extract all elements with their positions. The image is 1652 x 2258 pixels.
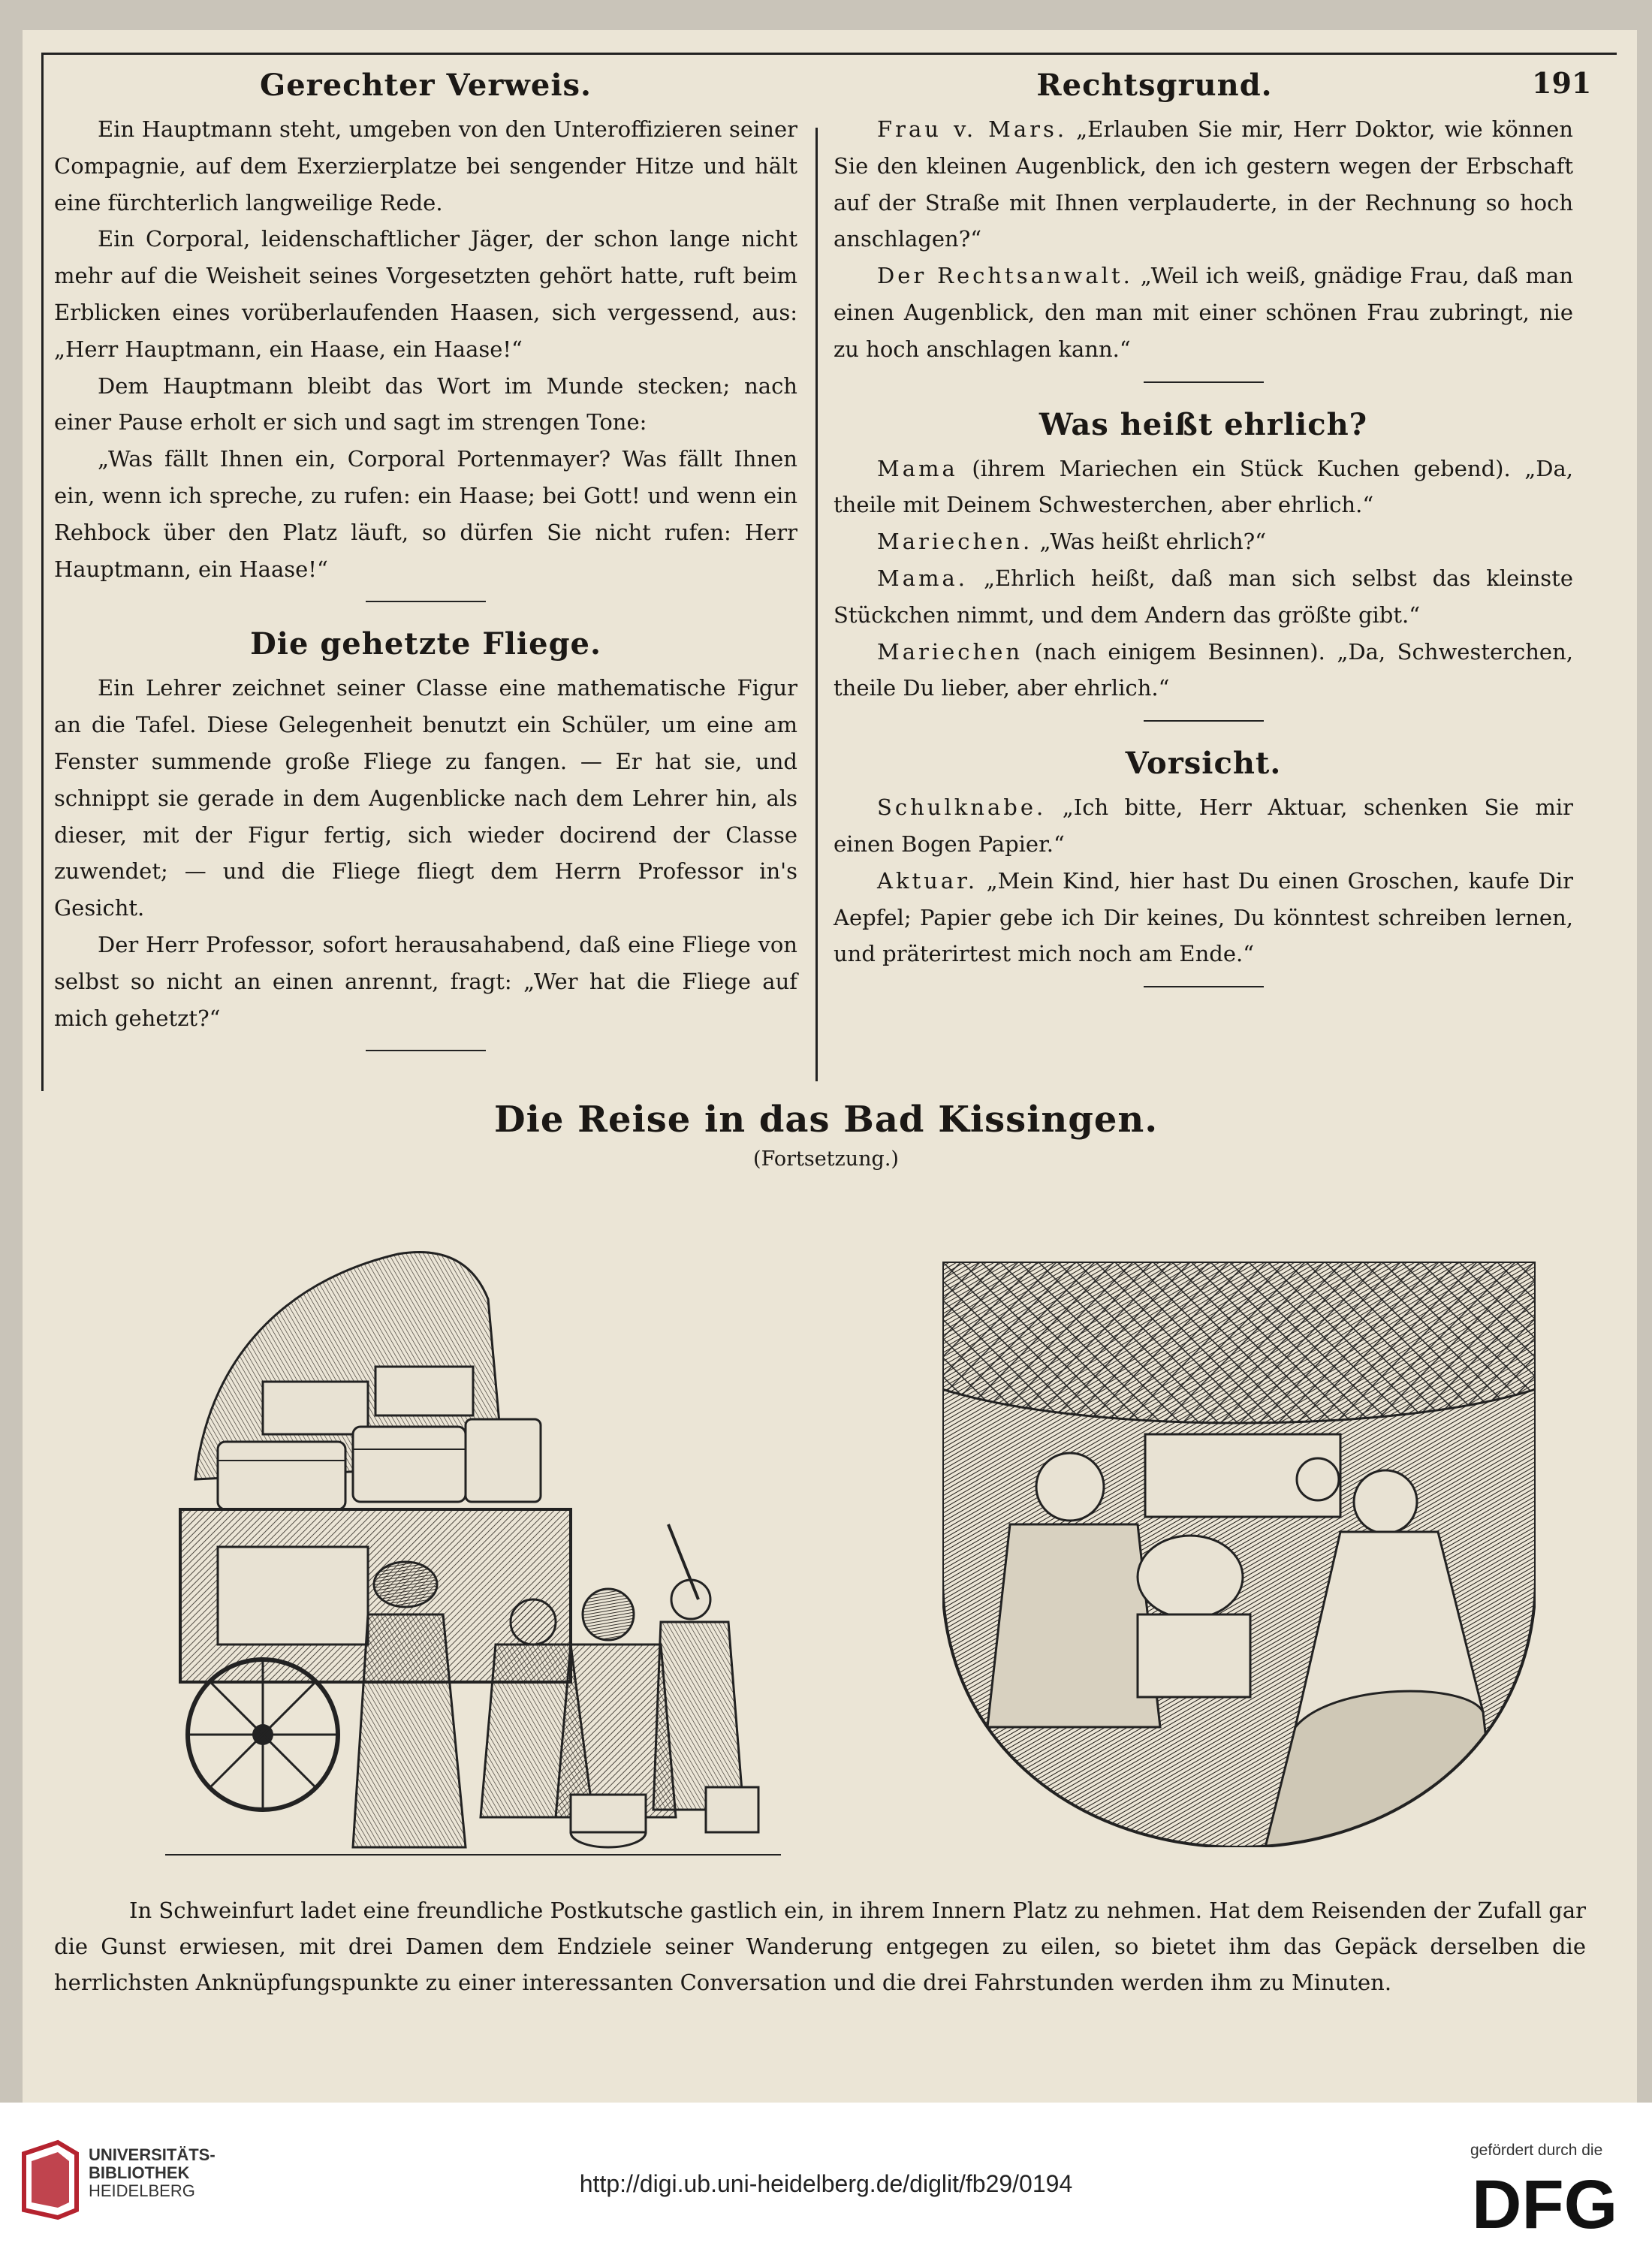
- paragraph: Der Herr Professor, sofort herausahabend, daß eine Fliege von selbst so nicht an einen anrennt, fragt: „Wer hat die Fliege auf mich gehetzt?“: [54, 931, 797, 1031]
- speech: (ihrem Mariechen ein Stück Kuchen gebend). „Da, theile mit Deinem Schwesterchen, aber ehrlich.“: [834, 455, 1573, 518]
- paragraph: Ein Corporal, leidenschaftlicher Jäger, der schon lange nicht mehr auf die Weisheit seines Vorgesetzten gehört hatte, ruft beim Erblicken eines vorüberlaufenden Haasen, sich vergessend, aus: „Herr Hauptmann, ein Haase, ein Haase!“: [54, 226, 797, 362]
- right-column: [834, 66, 1573, 1010]
- section-divider: [1144, 986, 1264, 987]
- article-title-rechtsgrund: Rechtsgrund.: [1036, 68, 1273, 103]
- speech: „Ehrlich heißt, daß man sich selbst das kleinste Stückchen nimmt, und dem Andern das größte gibt.“: [834, 565, 1573, 628]
- dfg-logo-icon: [1472, 2166, 1629, 2238]
- library-line3: HEIDELBERG: [89, 2181, 195, 2200]
- speech: „Ich bitte, Herr Aktuar, schenken Sie mir einen Bogen Papier.“: [834, 794, 1573, 857]
- page-number: 191: [1532, 66, 1592, 100]
- speaker: Frau v. Mars.: [877, 116, 1068, 142]
- dialogue-line: [834, 523, 1573, 560]
- coach-interior-illustration: [942, 1262, 1536, 1847]
- section-divider: [1144, 381, 1264, 383]
- paragraph: In Schweinfurt ladet eine freundliche Postkutsche gastlich ein, in ihrem Innern Platz zu nehmen. Hat dem Reisenden der Zufall gar die Gunst erwiesen, mit drei Damen dem Endziele seiner Wanderung entgegen zu eilen, so bietet ihm das Gepäck derselben die herrlichsten Anknüpfungspunkte zu einer interessanten Conversation und die drei Fahrstunden werden ihm zu Minuten.: [54, 1898, 1586, 1995]
- dialogue-line: [834, 560, 1573, 634]
- dialogue-line: [834, 258, 1573, 367]
- article-title-was-heisst-ehrlich: Was heißt ehrlich?: [1039, 406, 1368, 442]
- story-subtitle: (Fortsetzung.): [753, 1147, 899, 1171]
- source-url[interactable]: http://digi.ub.uni-heidelberg.de/diglit/fb29/0194: [579, 2170, 1073, 2197]
- paragraph: „Was fällt Ihnen ein, Corporal Portenmayer? Was fällt Ihnen ein, wenn ich spreche, zu rufen: ein Haase; bei Gott! und wenn ein Rehbock über den Platz läuft, so dürfen Sie nicht rufen: Herr Hauptmann, ein Haase!“: [54, 446, 797, 582]
- section-divider: [1144, 720, 1264, 722]
- dialogue-line: [834, 863, 1573, 972]
- speaker: Mariechen.: [877, 529, 1033, 555]
- left-column: [54, 66, 797, 1074]
- library-line2: BIBLIOTHEK: [89, 2163, 190, 2182]
- dialogue-line: [834, 111, 1573, 258]
- speaker: Aktuar.: [877, 867, 978, 894]
- dfg-logo-text: DFG: [1472, 2166, 1618, 2238]
- paragraph: Ein Hauptmann steht, umgeben von den Unteroffizieren seiner Compagnie, auf dem Exerzierplatze bei sengender Hitze und hält eine fürchterlich langweilige Rede.: [54, 116, 797, 216]
- speaker: Mama: [877, 455, 958, 481]
- speaker: Schulknabe.: [877, 794, 1047, 821]
- dialogue-line: [834, 634, 1573, 707]
- speaker: Mariechen: [877, 638, 1023, 665]
- speaker: Der Rechtsanwalt.: [877, 263, 1133, 289]
- story-title: Die Reise in das Bad Kissingen.: [493, 1099, 1159, 1141]
- section-divider: [366, 601, 486, 602]
- funding-caption: gefördert durch die: [1470, 2142, 1603, 2159]
- article-title-gerechter-verweis: Gerechter Verweis.: [260, 68, 592, 103]
- paragraph: Ein Lehrer zeichnet seiner Classe eine mathematische Figur an die Tafel. Diese Gelegenheit benutzt ein Schüler, um eine am Fenster summende große Fliege zu fangen. — Er hat sie, und schnippt sie gerade in dem Augenblicke nach dem Lehrer hin, als dieser, mit der Figur fertig, sich wieder docirend der Classe zuwendet; — und die Fliege fliegt dem Herrn Professor in's Gesicht.: [54, 675, 797, 921]
- paragraph: Dem Hauptmann bleibt das Wort im Munde stecken; nach einer Pause erholt er sich und sagt im strengen Tone:: [54, 372, 797, 436]
- stagecoach-luggage-illustration: [150, 1194, 796, 1885]
- speech: „Was heißt ehrlich?“: [1032, 529, 1267, 555]
- dialogue-line: [834, 789, 1573, 863]
- article-title-gehetzte-fliege: Die gehetzte Fliege.: [250, 626, 601, 662]
- dialogue-line: [834, 451, 1573, 524]
- speaker: Mama.: [877, 565, 968, 591]
- speech: „Weil ich weiß, gnädige Frau, daß man einen Augenblick, den man mit einer schönen Frau zubringt, nie zu hoch anschlagen kann.“: [834, 263, 1573, 362]
- library-line1: UNIVERSITÄTS-: [89, 2145, 216, 2164]
- story-body: [54, 1892, 1586, 2000]
- speech: „Mein Kind, hier hast Du einen Groschen, kaufe Dir Aepfel; Papier gebe ich Dir keines, Du könntest schreiben lernen, und präterirtest mich noch am Ende.“: [834, 867, 1573, 967]
- article-title-vorsicht: Vorsicht.: [1125, 746, 1282, 782]
- speech: (nach einigem Besinnen). „Da, Schwesterchen, theile Du lieber, aber ehrlich.“: [834, 638, 1573, 701]
- speech: „Erlauben Sie mir, Herr Doktor, wie können Sie den kleinen Augenblick, den ich gestern wegen der Erbschaft auf der Straße mit Ihnen verplauderte, in der Rechnung so hoch anschlagen?“: [834, 116, 1573, 252]
- section-divider: [366, 1050, 486, 1051]
- column-rule: [815, 128, 818, 1081]
